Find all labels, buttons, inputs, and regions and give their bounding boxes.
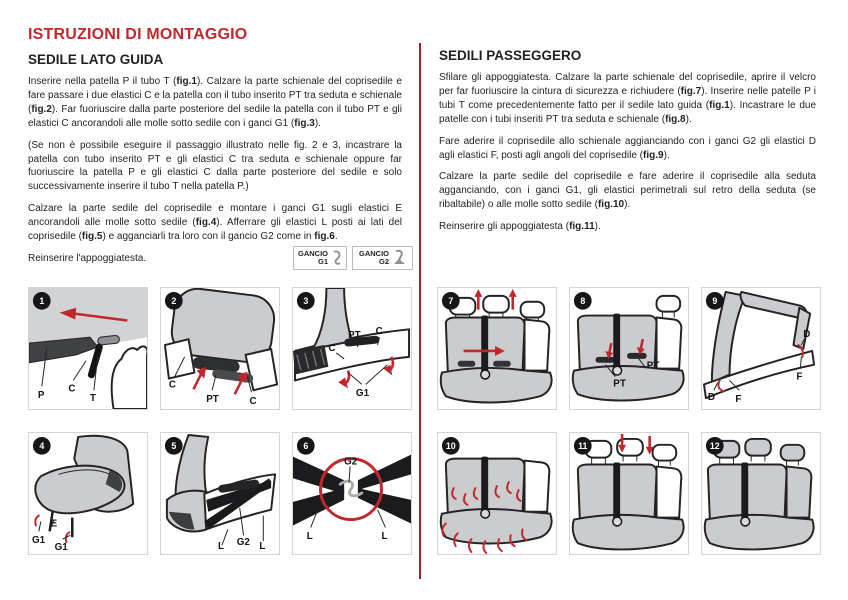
- figure-number-badge: [33, 292, 51, 310]
- figure-number-badge: [706, 437, 724, 455]
- figure-label: G2: [344, 456, 358, 468]
- figure-panel-2: [160, 287, 280, 410]
- figure-7-illustration: [438, 288, 556, 409]
- legend-hook-g1: [293, 246, 347, 270]
- figure-2-illustration: [161, 288, 279, 409]
- figure-11-illustration: [570, 433, 688, 554]
- paragraph: (Se non è possibile eseguire il passaggio illustrato nelle fig. 2 e 3, incastrare la patella con tubo inserito PT e gli elastici C tra seduta e schienale oppure far fuoriuscire la patella P e gli elastici C dalla parte posteriore del sedile e solo successivamente inserire il tubo T nella patella P.): [28, 139, 402, 193]
- figure-label: E: [50, 518, 58, 530]
- svg-text:10: 10: [445, 441, 456, 452]
- figure-number-badge: [706, 292, 724, 310]
- figure-panel-11: [569, 432, 689, 555]
- figure-panel-1: [28, 287, 148, 410]
- paragraph: Calzare la parte sedile del coprisedile e montare i ganci G1 sugli elastici E ancorandoli alle molle sotto sedile (fig.4). Afferrare gli elastici L posti ai lati del coprisedile (fig.5) e agganciarli tra loro con il gancio G2 come in fig.6.: [28, 203, 402, 243]
- section-driver-seat: [28, 26, 402, 274]
- svg-text:9: 9: [712, 296, 718, 307]
- passenger-seats-heading: SEDILI PASSEGGERO: [439, 48, 582, 63]
- figure-label: D: [803, 329, 811, 341]
- driver-seat-heading: SEDILE LATO GUIDA: [28, 52, 164, 67]
- gancio-code: G2: [378, 257, 389, 266]
- gancio-code: G1: [317, 257, 328, 266]
- paragraph: Sfilare gli appoggiatesta. Calzare la parte schienale del coprisedile, aprire il velcro per far fuoriuscire la cintura di sicurezza e richiudere (fig.7). Inserire nelle patelle P i tubi T come precedentemente fatto per il sedile lato guida (fig.1). Incastrare le due patelle con i tubi inseriti PT tra seduta e schienale (fig.8).: [439, 72, 817, 125]
- figure-label: L: [218, 541, 225, 553]
- figure-label: F: [796, 371, 803, 383]
- svg-text:12: 12: [709, 441, 720, 452]
- figure-label: C: [68, 383, 76, 395]
- section-passenger-seats: [439, 48, 816, 242]
- figure-label: C: [168, 379, 176, 391]
- figure-label: G1: [31, 535, 46, 547]
- svg-text:5: 5: [171, 441, 177, 452]
- figure-label: F: [735, 394, 742, 406]
- figure-6-illustration: [293, 433, 411, 554]
- figure-panel-6: [292, 432, 412, 555]
- svg-text:4: 4: [39, 441, 45, 452]
- figure-label: PT: [646, 360, 660, 372]
- figure-label: C: [249, 396, 257, 408]
- column-divider: [419, 43, 421, 579]
- figure-panel-5: [160, 432, 280, 555]
- figure-panel-10: [437, 432, 557, 555]
- figure-number-badge: [574, 437, 592, 455]
- gancio-title: GANCIO: [359, 248, 389, 258]
- figure-4-illustration: [29, 433, 147, 554]
- hook-g1-icon: [331, 249, 342, 267]
- figure-1-illustration: [29, 288, 147, 409]
- svg-text:7: 7: [448, 296, 454, 307]
- figure-panel-12: [701, 432, 821, 555]
- figure-12-illustration: [702, 433, 820, 554]
- gancio-title: GANCIO: [298, 248, 328, 258]
- figure-5-illustration: [161, 433, 279, 554]
- figure-label: P: [37, 390, 45, 402]
- figure-number-badge: [165, 437, 183, 455]
- figure-9-illustration: [702, 288, 820, 409]
- svg-text:2: 2: [171, 296, 177, 307]
- figure-label: G1: [355, 388, 370, 400]
- figure-label: G1: [54, 542, 68, 554]
- figure-label: L: [381, 531, 388, 543]
- figure-label: T: [89, 393, 96, 405]
- figure-label: PT: [206, 394, 219, 406]
- figure-number-badge: [574, 292, 592, 310]
- figure-label: C: [375, 326, 383, 338]
- paragraph: Reinserire l'appoggiatesta.: [28, 252, 147, 264]
- figure-panel-4: [28, 432, 148, 555]
- figure-number-badge: [297, 437, 315, 455]
- figure-8-illustration: [570, 288, 688, 409]
- figure-10-illustration: [438, 433, 556, 554]
- figure-number-badge: [442, 292, 460, 310]
- figure-panel-3: [292, 287, 412, 410]
- legend-hook-g2: [352, 246, 413, 270]
- svg-text:6: 6: [303, 441, 309, 452]
- figure-number-badge: [442, 437, 460, 455]
- figure-label: PT: [613, 378, 626, 390]
- figure-panel-8: [569, 287, 689, 410]
- paragraph: Fare aderire il coprisedile allo schienale aggianciando con i ganci G2 gli elastici D agli elastici F, posti agli angoli del coprisedile (fig.9).: [439, 135, 816, 161]
- figure-label: L: [306, 531, 313, 543]
- figure-number-badge: [33, 437, 51, 455]
- svg-text:11: 11: [578, 441, 588, 452]
- paragraph: Inserire nella patella P il tubo T (fig.1). Calzare la parte schienale del coprisedile e fare passare i due elastici C e la patella con il tubo inserito PT tra seduta e schienale (fig.2). Far fuoriuscire dalla parte posteriore del sedile la patella con il tubo PT e gli elastici C ancorandoli alle molle sotto sedile con i ganci G1 (fig.3).: [28, 76, 402, 129]
- figure-label: L: [259, 541, 266, 553]
- page-title: ISTRUZIONI DI MONTAGGIO: [28, 26, 248, 43]
- figure-label: PT: [348, 330, 361, 342]
- figure-label: C: [328, 342, 336, 354]
- figure-label: D: [707, 392, 716, 404]
- svg-text:8: 8: [580, 296, 586, 307]
- svg-text:3: 3: [303, 296, 309, 307]
- paragraph: Reinserire gli appoggiatesta (fig.11).: [439, 221, 601, 233]
- figure-number-badge: [297, 292, 315, 310]
- figure-number-badge: [165, 292, 183, 310]
- figure-label: G2: [236, 537, 250, 549]
- figure-3-illustration: [293, 288, 411, 409]
- figure-panel-7: [437, 287, 557, 410]
- svg-text:1: 1: [39, 296, 45, 307]
- hook-g2-icon: [392, 249, 408, 267]
- figure-panel-9: [701, 287, 821, 410]
- paragraph: Calzare la parte sedile del coprisedile e fare aderire il coprisedile alla seduta agganciando, con i ganci G1, gli elastici perimetrali sul retro della seduta (se ribaltabile) o alle molle sotto sedile (fig.10).: [439, 171, 816, 211]
